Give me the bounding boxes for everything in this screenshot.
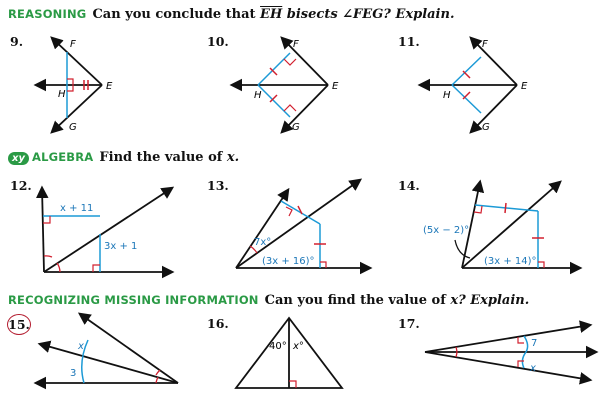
label-H: H bbox=[254, 90, 262, 101]
label-x: x bbox=[530, 363, 536, 374]
label-F: F bbox=[293, 39, 299, 50]
label-H: H bbox=[443, 90, 451, 101]
section-prompt: Find the value of x. bbox=[99, 150, 240, 165]
section-keyword: RECOGNIZING MISSING INFORMATION bbox=[8, 293, 259, 307]
label-H: H bbox=[58, 89, 66, 100]
label-7x: 7x° bbox=[254, 237, 272, 248]
label-G: G bbox=[292, 122, 300, 133]
figure-16 bbox=[236, 318, 342, 388]
section-prompt: Can you conclude that $\overline{EH}$ bisects ∠FEG? Explain. bbox=[92, 7, 455, 22]
figure-9 bbox=[36, 38, 113, 133]
problem-number: 16. bbox=[207, 316, 229, 331]
label-40-deg: 40° bbox=[269, 341, 287, 352]
label-E: E bbox=[106, 81, 113, 92]
section-keyword: REASONING bbox=[8, 7, 87, 21]
label-7: 7 bbox=[531, 338, 538, 349]
problem-number: 17. bbox=[398, 316, 420, 331]
problem-number: 14. bbox=[398, 178, 420, 193]
label-F: F bbox=[482, 39, 488, 50]
section-keyword: ALGEBRA bbox=[31, 150, 94, 164]
label-G: G bbox=[482, 122, 490, 133]
label-5x-minus-2: (5x − 2)° bbox=[423, 225, 470, 236]
figure-11 bbox=[420, 38, 528, 133]
label-E: E bbox=[332, 81, 339, 92]
problem-number: 10. bbox=[207, 34, 229, 49]
label-3x-plus-14: (3x + 14)° bbox=[484, 256, 537, 267]
xy-badge: xy bbox=[8, 152, 29, 165]
section-prompt: Can you find the value of x? Explain. bbox=[264, 293, 530, 308]
label-x-deg: x° bbox=[293, 341, 304, 352]
label-G: G bbox=[69, 122, 77, 133]
label-3: 3 bbox=[70, 368, 77, 379]
problem-number: 9. bbox=[10, 34, 24, 49]
label-F: F bbox=[70, 39, 76, 50]
label-E: E bbox=[521, 81, 528, 92]
label-x: x bbox=[78, 341, 84, 352]
label-3x-plus-1: 3x + 1 bbox=[104, 241, 138, 252]
label-x-plus-11: x + 11 bbox=[60, 203, 94, 214]
figure-15 bbox=[36, 314, 178, 383]
ray-label: $\overline{EH}$ bbox=[260, 7, 283, 22]
problem-number: 13. bbox=[207, 178, 229, 193]
problem-number-circled: 15. bbox=[7, 314, 31, 335]
figure-13 bbox=[236, 180, 370, 268]
figure-12 bbox=[42, 188, 172, 272]
label-3x-plus-16: (3x + 16)° bbox=[262, 256, 315, 267]
figure-17 bbox=[425, 325, 596, 380]
problem-number: 11. bbox=[398, 34, 420, 49]
figure-14 bbox=[423, 182, 580, 268]
problem-number: 12. bbox=[10, 178, 32, 193]
figure-10 bbox=[232, 38, 339, 133]
